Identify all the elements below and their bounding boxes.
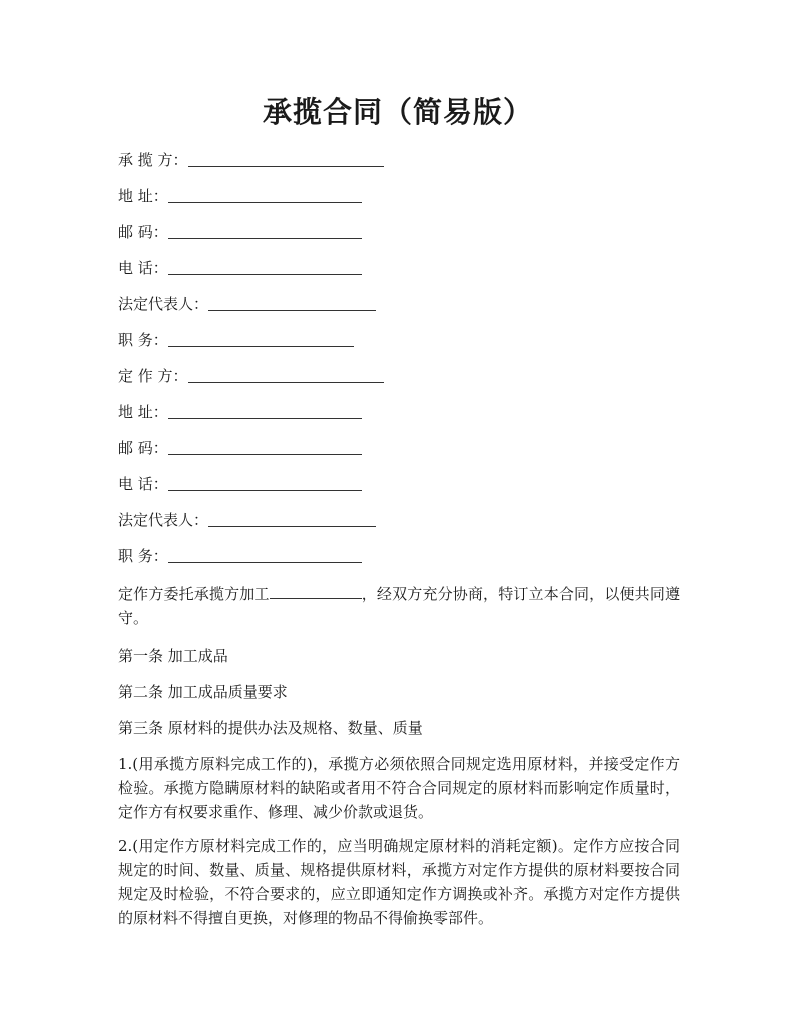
orderer-address-blank[interactable] [168,404,362,419]
orderer-legal-rep-label: 法定代表人： [118,511,209,529]
contractor-legal-rep-blank[interactable] [208,296,376,311]
article-1-heading: 第一条 加工成品 [118,647,228,665]
orderer-address-label: 地 址： [118,403,168,421]
contractor-address-blank[interactable] [168,188,362,203]
intro-paragraph [118,582,680,630]
contractor-party-blank[interactable] [188,152,384,167]
orderer-postcode-blank[interactable] [168,440,362,455]
intro-product-blank[interactable] [270,584,362,599]
contractor-position-field [118,330,354,350]
orderer-party-label: 定 作 方： [118,367,188,385]
intro-text-after: ，经双方充分协商，特订立本合同，以便共同遵守。 [118,585,680,627]
orderer-legal-rep-field [118,510,376,530]
orderer-postcode-field [118,438,362,458]
orderer-address-field [118,402,362,422]
contractor-legal-rep-field [118,294,376,314]
document-title: 承揽合同（简易版） [262,95,533,129]
contractor-party-field [118,150,384,170]
article-2-heading: 第二条 加工成品质量要求 [118,683,288,701]
orderer-postcode-label: 邮 码： [118,439,168,457]
orderer-phone-blank[interactable] [168,476,362,491]
contractor-postcode-blank[interactable] [168,224,362,239]
contractor-postcode-label: 邮 码： [118,223,168,241]
orderer-phone-label: 电 话： [118,475,168,493]
orderer-party-field [118,366,384,386]
article-3-heading: 第三条 原材料的提供办法及规格、数量、质量 [118,719,423,737]
contractor-phone-blank[interactable] [168,260,362,275]
contractor-party-label: 承 揽 方： [118,151,188,169]
clause-1-paragraph: 1.(用承揽方原料完成工作的)，承揽方必须依照合同规定选用原材料，并接受定作方检验。承揽方隐瞒原材料的缺陷或者用不符合合同规定的原材料而影响定作质量时，定作方有权要求重作、修理、减少价款或退货。 [118,755,680,821]
contractor-postcode-field [118,222,362,242]
contractor-address-field [118,186,362,206]
intro-text-before: 定作方委托承揽方加工 [118,585,270,603]
contractor-phone-field [118,258,362,278]
orderer-position-label: 职 务： [118,547,168,565]
orderer-position-field [118,546,362,566]
clause-2-paragraph: 2.(用定作方原材料完成工作的，应当明确规定原材料的消耗定额)。定作方应按合同规定的时间、数量、质量、规格提供原材料，承揽方对定作方提供的原材料要按合同规定及时检验，不符合要求的，应立即通知定作方调换或补齐。承揽方对定作方提供的原材料不得擅自更换，对修理的物品不得偷换零部件。 [118,837,680,927]
contractor-address-label: 地 址： [118,187,168,205]
contractor-phone-label: 电 话： [118,259,168,277]
orderer-position-blank[interactable] [168,548,362,563]
orderer-phone-field [118,474,362,494]
contractor-position-label: 职 务： [118,331,168,349]
orderer-legal-rep-blank[interactable] [208,512,376,527]
contractor-legal-rep-label: 法定代表人： [118,295,209,313]
orderer-party-blank[interactable] [188,368,384,383]
contractor-position-blank[interactable] [168,332,354,347]
